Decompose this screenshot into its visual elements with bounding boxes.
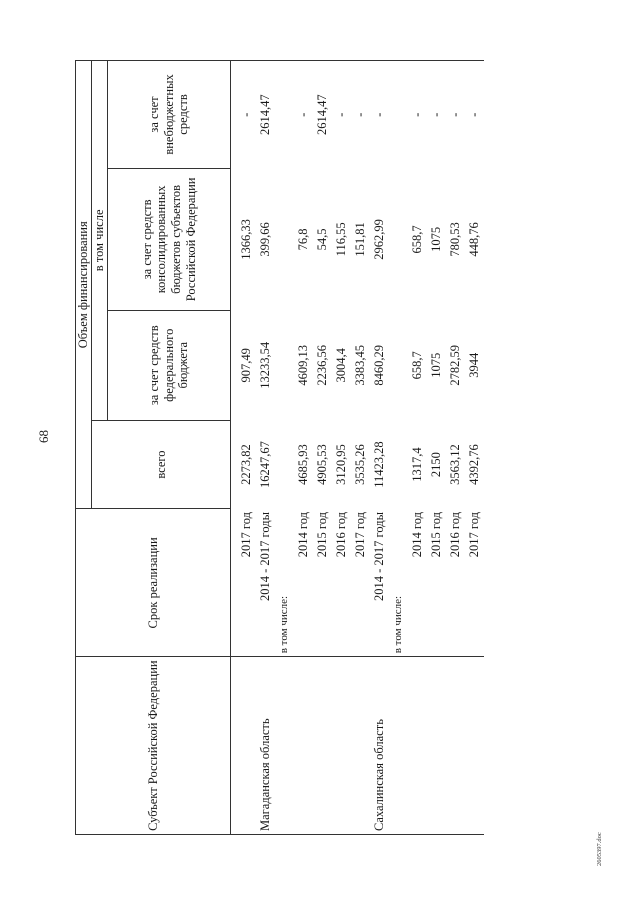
row-subject	[237, 657, 256, 835]
row-regional: 1366,33	[239, 219, 254, 260]
row-extra-budget: -	[465, 61, 484, 169]
row-total: 4685,93	[296, 444, 311, 485]
row-total: 11423,28	[372, 441, 387, 488]
table-row	[408, 61, 427, 835]
header-subject: Субъект Российской Федерации	[76, 657, 231, 835]
header-financing-volume: Объем финансирования	[76, 61, 92, 510]
row-subject: Магаданская область	[256, 657, 275, 835]
row-regional: 399,66	[258, 222, 273, 257]
row-federal: 1075	[429, 352, 444, 378]
rotated-table-sheet	[75, 60, 640, 835]
row-federal: 2782,59	[448, 344, 463, 386]
row-extra-budget: -	[237, 61, 256, 169]
row-regional: 2962,99	[372, 219, 387, 260]
row-period: в том числе:	[389, 509, 408, 657]
row-total: 2273,82	[239, 444, 254, 485]
row-subject: Сахалинская область	[370, 657, 389, 835]
row-total: 3563,12	[448, 444, 463, 485]
table-row	[427, 61, 446, 835]
row-total: 3535,26	[353, 444, 368, 485]
row-regional: 116,55	[334, 222, 349, 257]
row-subject	[427, 657, 446, 835]
table-row	[275, 61, 294, 835]
table-row	[389, 61, 408, 835]
row-total: 4905,53	[315, 444, 330, 485]
row-subject	[313, 657, 332, 835]
row-subject	[294, 657, 313, 835]
row-extra-budget: -	[351, 61, 370, 169]
row-period: 2017 год	[351, 509, 370, 657]
row-subject	[389, 657, 408, 835]
row-extra-budget: -	[427, 61, 446, 169]
row-total: 1317,4	[410, 447, 425, 482]
header-period: Срок реализации	[76, 509, 231, 657]
row-subject	[465, 657, 484, 835]
row-period: 2017 год	[465, 509, 484, 657]
financing-table	[75, 60, 484, 835]
row-subject	[446, 657, 465, 835]
row-regional: 151,81	[353, 222, 368, 257]
row-period: 2016 год	[446, 509, 465, 657]
row-period: 2014 - 2017 годы	[256, 509, 275, 657]
row-extra-budget: -	[332, 61, 351, 169]
row-total: 16247,67	[258, 441, 273, 489]
header-regional: за счет средств консолидированных бюджетов субъектов Российской Федерации	[108, 168, 231, 310]
row-federal	[275, 310, 294, 420]
table-header	[76, 61, 231, 835]
row-subject	[351, 657, 370, 835]
row-total	[389, 420, 408, 509]
row-extra-budget: -	[446, 61, 465, 169]
row-federal: 3944	[467, 352, 482, 378]
row-period: 2017 год	[237, 509, 256, 657]
header-total: всего	[92, 420, 231, 509]
row-extra-budget: -	[370, 61, 389, 169]
row-regional: 780,53	[448, 222, 463, 257]
row-federal: 658,7	[410, 351, 425, 380]
row-extra-budget: 2614,47	[313, 61, 332, 169]
row-period: 2015 год	[427, 509, 446, 657]
row-period: 2015 год	[313, 509, 332, 657]
table-row	[370, 61, 389, 835]
row-extra-budget: -	[294, 61, 313, 169]
row-subject	[408, 657, 427, 835]
row-total: 4392,76	[467, 444, 482, 485]
row-extra-budget: -	[408, 61, 427, 169]
row-extra-budget: 2614,47	[256, 61, 275, 169]
row-total: 2150	[429, 452, 444, 478]
row-federal	[389, 310, 408, 420]
row-federal: 3383,45	[353, 344, 368, 386]
table-row	[237, 61, 256, 835]
row-regional: 658,7	[410, 225, 425, 254]
row-regional	[389, 168, 408, 310]
row-period: 2014 - 2017 годы	[370, 509, 389, 657]
row-extra-budget	[389, 61, 408, 169]
header-including: в том числе	[92, 61, 108, 421]
table-row	[256, 61, 275, 835]
row-extra-budget	[275, 61, 294, 169]
header-extra-budget: за счет внебюджетных средств	[108, 61, 231, 169]
row-subject	[332, 657, 351, 835]
footer-filename: 2605397.doc	[596, 832, 603, 866]
row-total: 3120,95	[334, 444, 349, 485]
row-regional: 1075	[429, 226, 444, 252]
table-row	[351, 61, 370, 835]
table-row	[446, 61, 465, 835]
row-period: 2016 год	[332, 509, 351, 657]
row-federal: 8460,29	[372, 344, 387, 386]
row-regional: 76,8	[296, 228, 311, 251]
row-regional: 448,76	[467, 222, 482, 257]
row-federal: 13233,54	[258, 341, 273, 389]
row-period: в том числе:	[275, 509, 294, 657]
row-subject	[275, 657, 294, 835]
table-row	[332, 61, 351, 835]
row-regional: 54,5	[315, 228, 330, 251]
page-number: 68	[36, 430, 51, 443]
table-row	[465, 61, 484, 835]
row-regional	[275, 168, 294, 310]
table-row	[294, 61, 313, 835]
row-period: 2014 год	[294, 509, 313, 657]
row-period: 2014 год	[408, 509, 427, 657]
row-federal: 2236,56	[315, 344, 330, 386]
row-total	[275, 420, 294, 509]
row-federal: 907,49	[239, 348, 254, 383]
table-body	[231, 61, 485, 835]
table-row	[313, 61, 332, 835]
row-federal: 3004,4	[334, 348, 349, 383]
header-federal: за счет средств федерального бюджета	[108, 310, 231, 420]
row-federal: 4609,13	[296, 344, 311, 386]
